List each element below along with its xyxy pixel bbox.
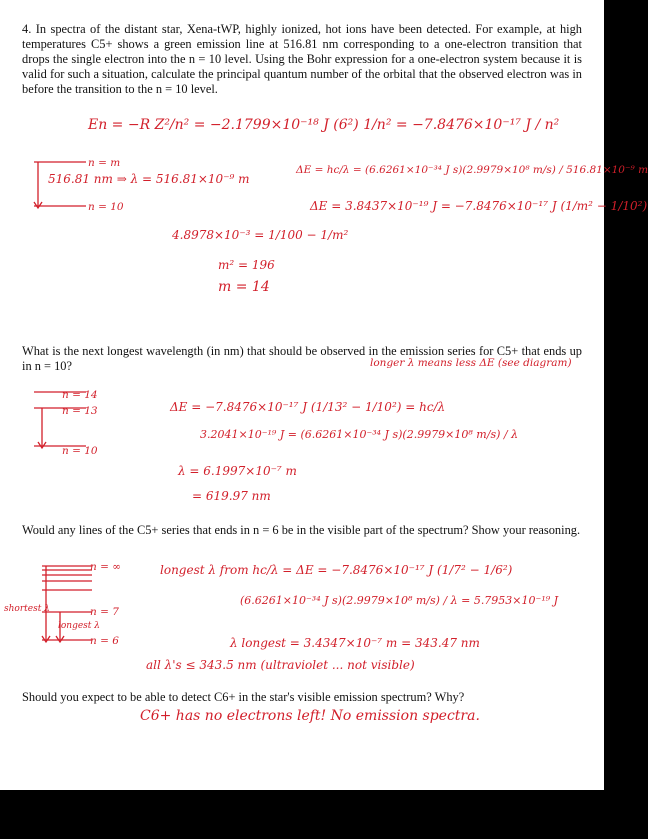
delta-e-hc-lambda: ΔE = hc/λ = (6.6261×10⁻³⁴ J s)(2.9979×10⁸ m/s) / 516.81×10⁻⁹ m — [296, 164, 648, 176]
longer-lambda-note: longer λ means less ΔE (see diagram) — [370, 357, 572, 369]
diagram2-level-13: n = 13 — [62, 405, 98, 417]
lambda-nanometers: = 619.97 nm — [192, 489, 271, 503]
question-next-longest: What is the next longest wavelength (in nm) that should be observed in the emission series for C5+ that ends up in n = 10? — [22, 344, 582, 373]
diagram2-level-10: n = 10 — [62, 445, 98, 457]
c6-answer: C6+ has no electrons left! No emission spectra. — [140, 708, 480, 724]
all-lambda-conclusion: all λ's ≤ 343.5 nm (ultraviolet ... not visible) — [146, 658, 415, 672]
solve-step-1: 4.8978×10⁻³ = 1/100 − 1/m² — [172, 228, 349, 242]
shortest-lambda-label: shortest λ — [4, 604, 50, 614]
longest-lambda-label: longest λ — [58, 621, 100, 631]
diagram3-level-7: n = 7 — [90, 606, 119, 618]
energy-equals-hc-lambda: 3.2041×10⁻¹⁹ J = (6.6261×10⁻³⁴ J s)(2.9979×10⁸ m/s) / λ — [200, 428, 519, 441]
problem-intro: 4. In spectra of the distant star, Xena-tWP, highly ionized, hot ions have been detected. For example, at high temperatures C5+ shows a green emission line at 516.81 nm corresponding to a one-electron transition that drops the single electron into the n = 10 level. Using the Bohr expression for a one-electron system because it is valid for such a situation, calculate the principal quantum number of the orbital that the observed electron was in before the transition to the n = 10 level. — [22, 22, 582, 96]
bohr-expression: En = −R Z²/n² = −2.1799×10⁻¹⁸ J (6²) 1/n² = −7.8476×10⁻¹⁷ J / n² — [88, 117, 560, 133]
diagram1-top-level: n = m — [88, 157, 121, 169]
diagram3-level-6: n = 6 — [90, 635, 119, 647]
lambda-meters: λ = 6.1997×10⁻⁷ m — [178, 464, 297, 478]
lambda-longest-result: λ longest = 3.4347×10⁻⁷ m = 343.47 nm — [230, 636, 480, 650]
energy-diagram-1 — [30, 158, 90, 218]
delta-e-value: ΔE = 3.8437×10⁻¹⁹ J = −7.8476×10⁻¹⁷ J (1/m² − 1/10²) — [310, 199, 648, 213]
diagram2-level-14: n = 14 — [62, 389, 98, 401]
longest-lambda-setup: longest λ from hc/λ = ΔE = −7.8476×10⁻¹⁷ J (1/7² − 1/6²) — [160, 563, 513, 577]
question-n6-series: Would any lines of the C5+ series that ends in n = 6 be in the visible part of the spectrum? Show your reasoning. — [22, 523, 581, 537]
diagram1-bottom-level: n = 10 — [88, 201, 124, 213]
hc-lambda-equation: (6.6261×10⁻³⁴ J s)(2.9979×10⁸ m/s) / λ = 5.7953×10⁻¹⁹ J — [240, 594, 559, 607]
solve-step-2: m² = 196 — [218, 258, 275, 272]
question-c6-detect: Should you expect to be able to detect C6+ in the star's visible emission spectrum? Why? — [22, 690, 465, 704]
diagram3-level-inf: n = ∞ — [90, 561, 121, 573]
delta-e-13-10: ΔE = −7.8476×10⁻¹⁷ J (1/13² − 1/10²) = hc/λ — [170, 400, 446, 414]
wavelength-conversion: 516.81 nm ⇒ λ = 516.81×10⁻⁹ m — [48, 172, 250, 186]
solve-step-3: m = 14 — [218, 279, 270, 295]
